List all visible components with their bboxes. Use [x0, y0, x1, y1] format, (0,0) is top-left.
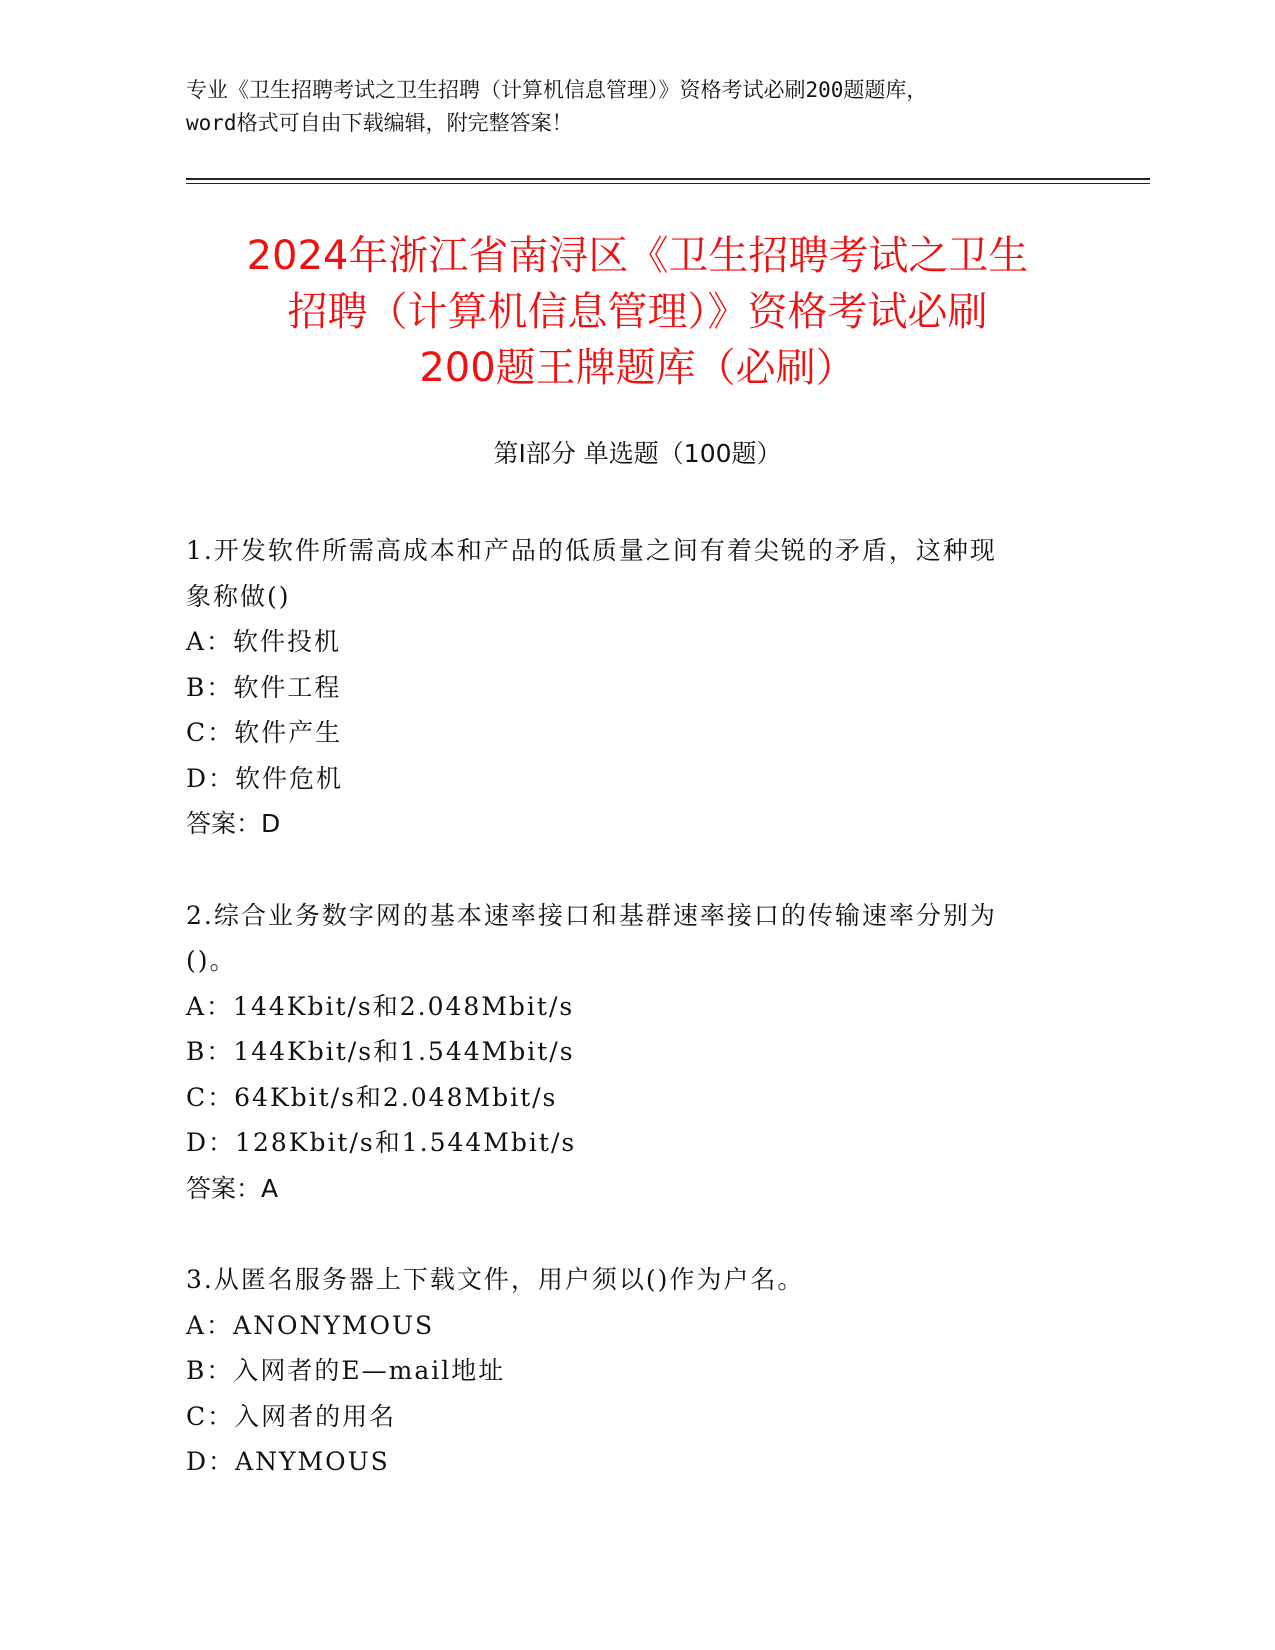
intro-line-1: 专业《卫生招聘考试之卫生招聘（计算机信息管理）》资格考试必刷200题题库，: [186, 78, 928, 102]
option-a: A：ANONYMOUS: [186, 1310, 435, 1340]
title-line-1: 2024年浙江省南浔区《卫生招聘考试之卫生: [246, 233, 1029, 279]
option-b: B：软件工程: [186, 672, 342, 702]
answer: 答案：D: [186, 809, 281, 838]
option-c: C：入网者的用名: [186, 1401, 397, 1431]
question-stem-line: 1.开发软件所需高成本和产品的低质量之间有着尖锐的矛盾，这种现: [186, 536, 997, 565]
question-stem-line: ()。: [186, 946, 237, 975]
header-rule-thick: [186, 178, 1150, 180]
question-stem-line: 象称做(): [186, 581, 291, 611]
option-a: A：144Kbit/s和2.048Mbit/s: [186, 991, 575, 1021]
option-a: A：软件投机: [186, 627, 342, 656]
title-line-3: 200题王牌题库（必刷）: [419, 345, 856, 391]
question-stem-line: 2.综合业务数字网的基本速率接口和基群速率接口的传输速率分别为: [186, 900, 997, 930]
option-c: C：软件产生: [186, 718, 343, 747]
question-2: [186, 893, 1086, 1212]
answer: 答案：A: [186, 1173, 279, 1203]
option-d: D：软件危机: [186, 763, 344, 793]
intro-text: [186, 74, 1086, 140]
option-d: D：ANYMOUS: [186, 1447, 390, 1476]
question-1: [186, 528, 1086, 847]
option-b: B：入网者的E—mail地址: [186, 1356, 506, 1385]
title-line-2: 招聘（计算机信息管理）》资格考试必刷: [287, 289, 988, 335]
intro-line-2: word格式可自由下载编辑，附完整答案！: [186, 111, 573, 135]
question-list: [186, 528, 1086, 1531]
document-title: [150, 228, 1125, 396]
question-stem-line: 3.从匿名服务器上下载文件，用户须以()作为户名。: [186, 1265, 805, 1294]
section-heading: 第Ⅰ部分 单选题（100题）: [493, 439, 782, 468]
question-3: [186, 1257, 1086, 1485]
option-d: D：128Kbit/s和1.544Mbit/s: [186, 1128, 577, 1157]
option-c: C：64Kbit/s和2.048Mbit/s: [186, 1082, 558, 1112]
option-b: B：144Kbit/s和1.544Mbit/s: [186, 1037, 575, 1066]
header-rule-thin: [186, 183, 1150, 184]
